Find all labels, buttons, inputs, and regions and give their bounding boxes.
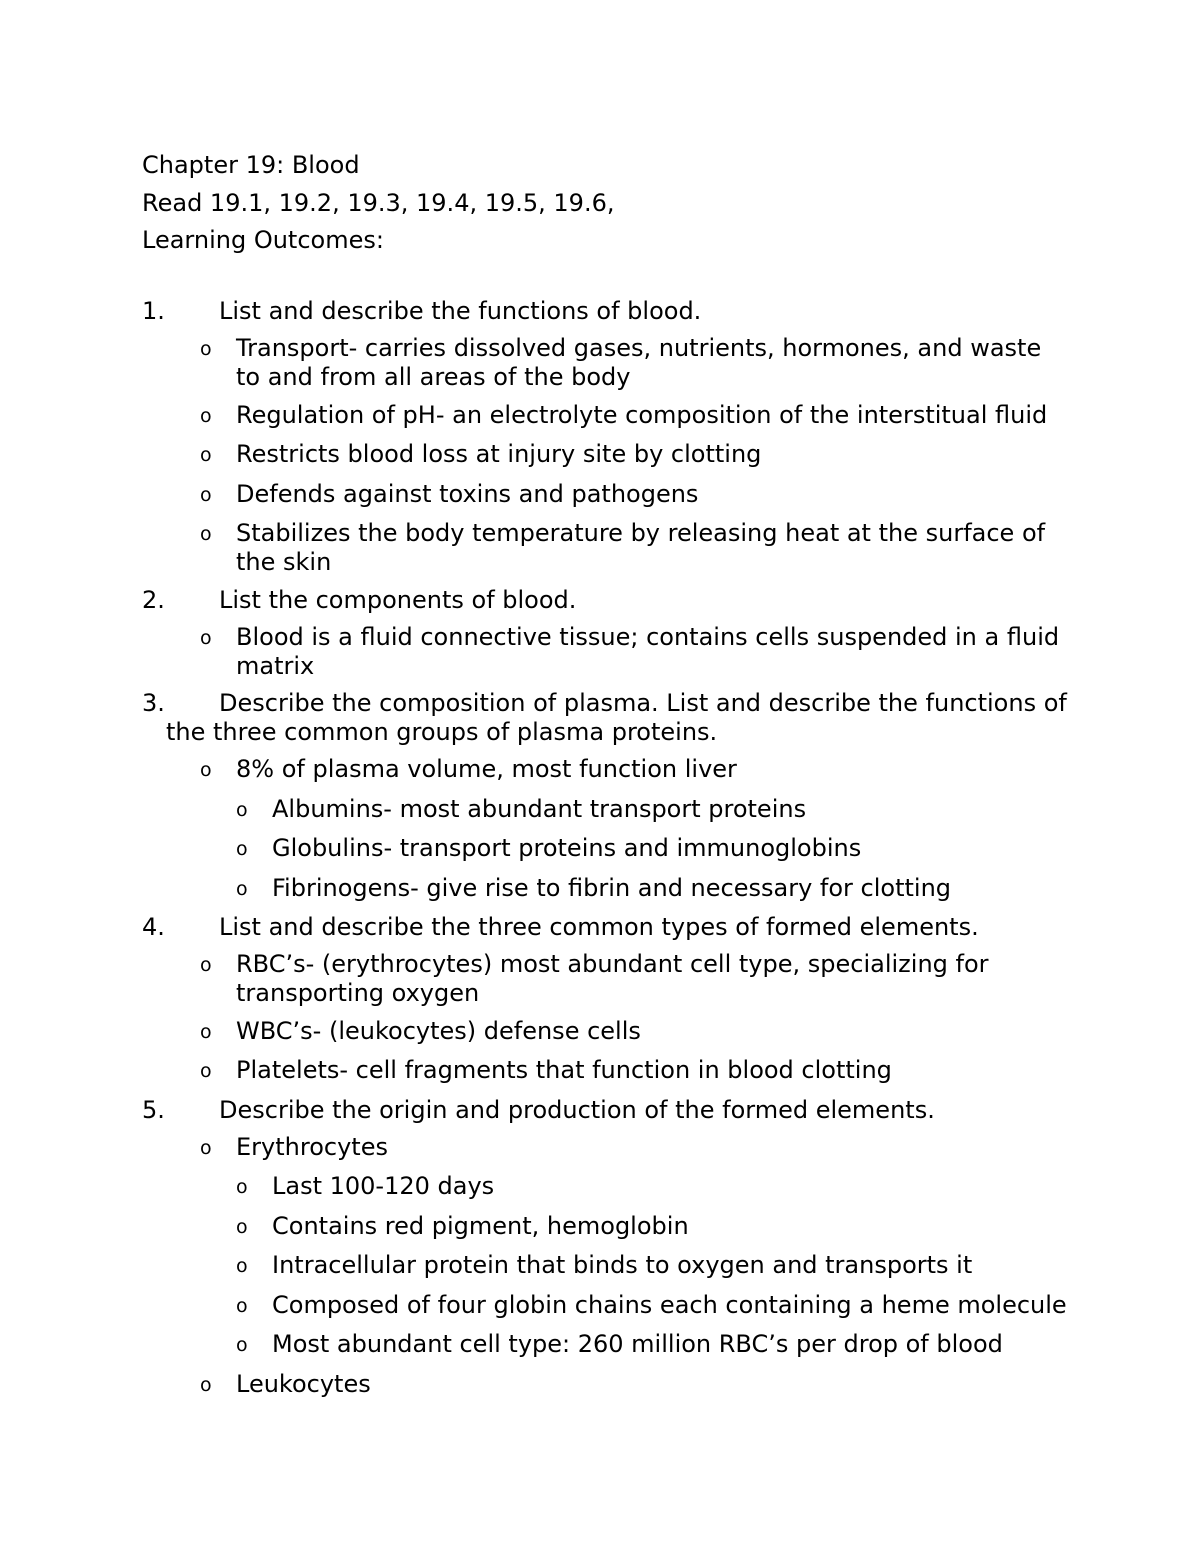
hollow-bullet-icon: o [236, 877, 248, 900]
outcome-item [142, 586, 1072, 615]
hollow-bullet-icon: o [236, 1255, 248, 1277]
hollow-bullet-icon: o [236, 1294, 248, 1317]
bullet-point [200, 519, 1072, 577]
hollow-bullet-icon: o [200, 404, 212, 427]
hollow-bullet-icon: o [200, 338, 212, 360]
hollow-bullet-icon: o [200, 626, 212, 649]
hollow-bullet-icon: o [200, 444, 212, 466]
bullet-text: Regulation of pH- an electrolyte composition of the interstitual fluid [236, 400, 1048, 429]
hollow-bullet-icon: o [236, 798, 248, 821]
bullet-text: 8% of plasma volume, most function liver [236, 755, 737, 783]
sub-bullet-text: Last 100-120 days [272, 1172, 495, 1200]
sub-bullet-point [236, 795, 1072, 826]
hollow-bullet-icon: o [200, 1020, 212, 1043]
sub-bullet-text: Globulins- transport proteins and immunoglobins [272, 834, 862, 862]
outcome-text: List the components of blood. [219, 585, 577, 614]
reading-assignment: Read 19.1, 19.2, 19.3, 19.4, 19.5, 19.6, [142, 188, 615, 217]
bullet-point [200, 950, 1072, 1008]
outcome-item [142, 689, 1072, 747]
sub-bullet-text: Composed of four globin chains each containing a heme molecule [272, 1290, 1067, 1319]
bullet-text: Transport- carries dissolved gases, nutrients, hormones, and waste to and from all areas of the body [236, 334, 1042, 391]
bullet-point [200, 755, 1072, 786]
bullet-point [200, 480, 1072, 511]
outcome-number: 5. [142, 1095, 165, 1124]
hollow-bullet-icon: o [236, 1334, 248, 1356]
bullet-point [200, 401, 1072, 432]
bullet-point [200, 334, 1072, 392]
outcome-number: 4. [142, 913, 165, 941]
learning-outcomes-list [142, 297, 1072, 1409]
bullet-text: RBC’s- (erythrocytes) most abundant cell type, specializing for transporting oxygen [236, 950, 989, 1007]
bullet-text: WBC’s- (leukocytes) defense cells [236, 1016, 641, 1045]
hollow-bullet-icon: o [200, 954, 212, 976]
hollow-bullet-icon: o [236, 838, 248, 860]
outcome-text: Describe the origin and production of the formed elements. [219, 1095, 935, 1124]
bullet-text: Blood is a fluid connective tissue; contains cells suspended in a fluid matrix [236, 622, 1060, 680]
hollow-bullet-icon: o [200, 1373, 212, 1396]
outcome-item [142, 913, 1072, 942]
sub-bullet-point [236, 834, 1072, 865]
sub-bullet-text: Albumins- most abundant transport proteins [272, 794, 807, 823]
outcome-number: 3. [142, 689, 165, 717]
outcome-number: 2. [142, 585, 165, 614]
bullet-point [200, 623, 1072, 681]
sub-bullet-point [236, 1251, 1072, 1282]
hollow-bullet-icon: o [200, 523, 212, 545]
hollow-bullet-icon: o [200, 759, 212, 781]
outcome-number: 1. [142, 297, 165, 325]
bullet-point [200, 1370, 1072, 1401]
bullet-point [200, 1056, 1072, 1087]
sub-bullet-point [236, 1291, 1072, 1322]
outcome-item [142, 297, 1072, 326]
sub-bullet-point [236, 1330, 1072, 1361]
bullet-text: Stabilizes the body temperature by releasing heat at the surface of the skin [236, 519, 1046, 576]
outcome-item [142, 1096, 1072, 1125]
section-heading: Learning Outcomes: [142, 226, 384, 254]
bullet-point [200, 1017, 1072, 1048]
outcome-text: List and describe the functions of blood. [219, 297, 702, 325]
document-header [142, 148, 614, 261]
sub-bullet-text: Contains red pigment, hemoglobin [272, 1211, 689, 1240]
outcome-text: Describe the composition of plasma. List and describe the functions of the three common groups of plasma proteins. [166, 689, 1067, 746]
bullet-text: Defends against toxins and pathogens [236, 479, 699, 508]
hollow-bullet-icon: o [200, 483, 212, 506]
sub-bullet-point [236, 1172, 1072, 1203]
outcome-text: List and describe the three common types of formed elements. [219, 913, 979, 941]
sub-bullet-text: Intracellular protein that binds to oxygen and transports it [272, 1251, 973, 1279]
sub-bullet-point [236, 1212, 1072, 1243]
bullet-point [200, 440, 1072, 471]
chapter-title: Chapter 19: Blood [142, 151, 360, 179]
hollow-bullet-icon: o [236, 1176, 248, 1198]
bullet-text: Leukocytes [236, 1369, 371, 1398]
sub-bullet-point [236, 874, 1072, 905]
bullet-point [200, 1133, 1072, 1164]
sub-bullet-text: Most abundant cell type: 260 million RBC’s per drop of blood [272, 1330, 1003, 1358]
hollow-bullet-icon: o [236, 1215, 248, 1238]
bullet-text: Restricts blood loss at injury site by clotting [236, 440, 762, 468]
hollow-bullet-icon: o [200, 1136, 212, 1159]
bullet-text: Platelets- cell fragments that function in blood clotting [236, 1056, 892, 1084]
bullet-text: Erythrocytes [236, 1132, 388, 1161]
sub-bullet-text: Fibrinogens- give rise to fibrin and necessary for clotting [272, 873, 952, 902]
hollow-bullet-icon: o [200, 1060, 212, 1082]
